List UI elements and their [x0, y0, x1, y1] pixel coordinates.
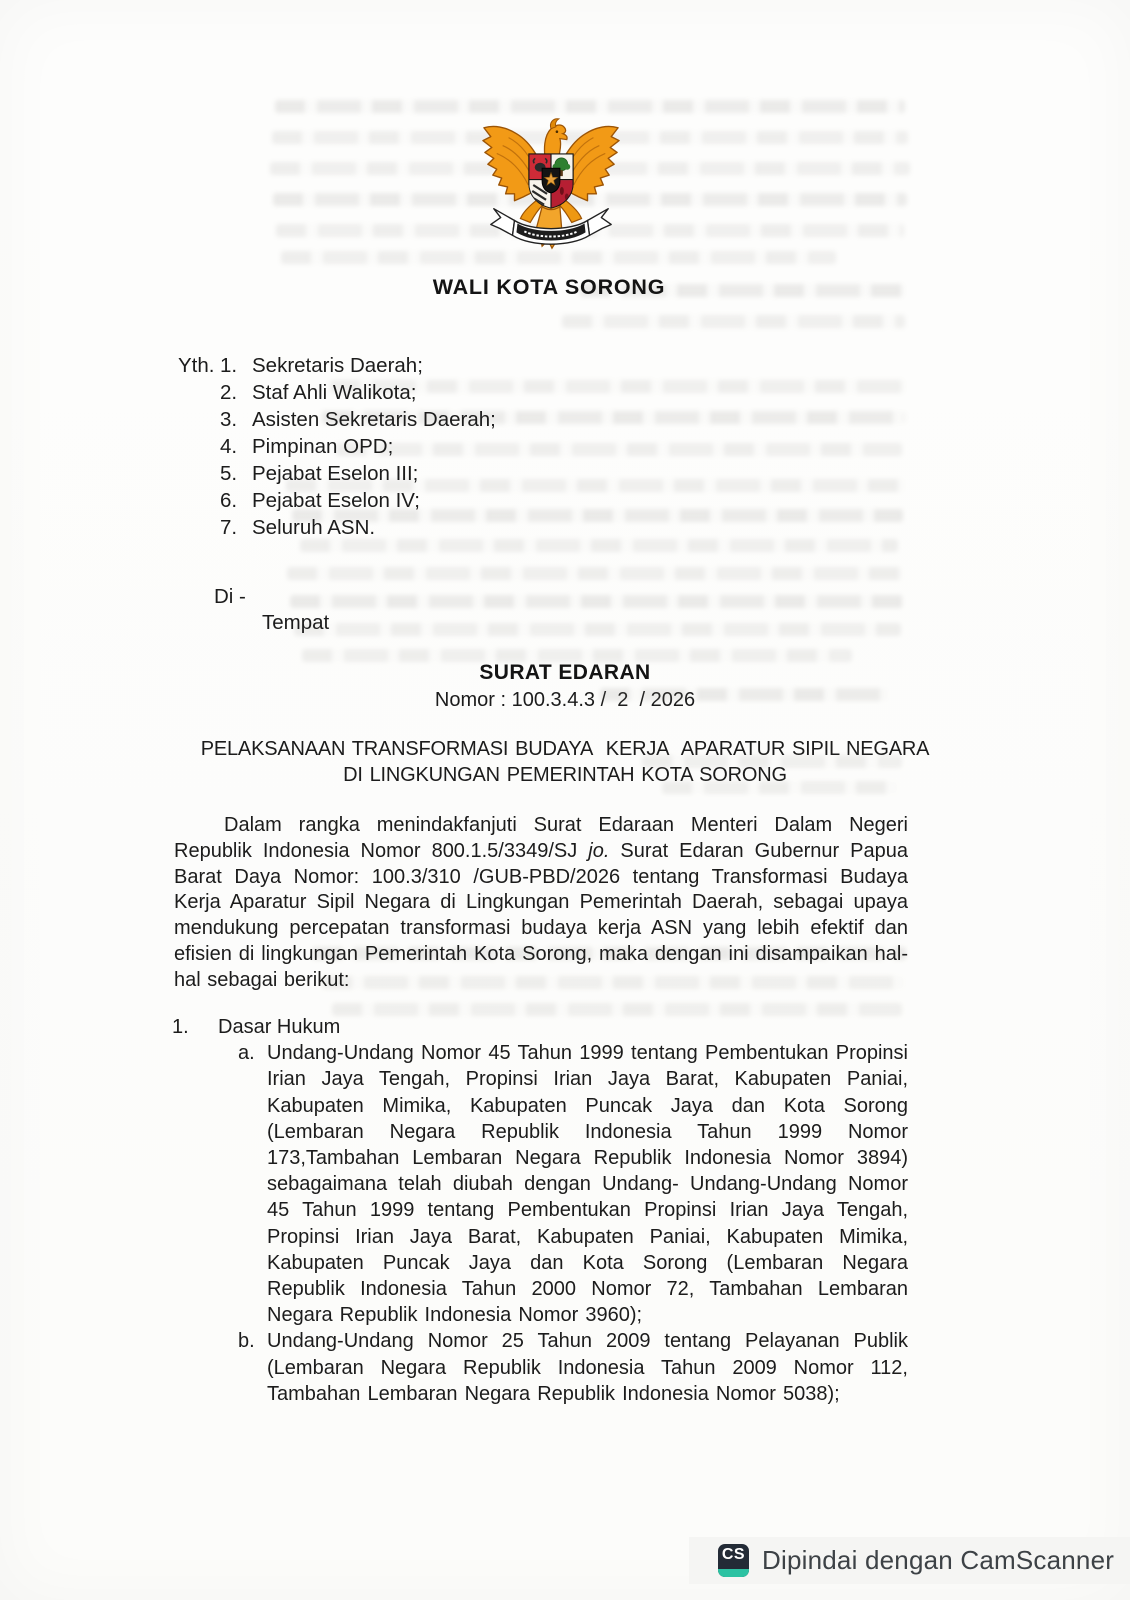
- recipient-number: 3.: [220, 408, 238, 431]
- recipient-label: Pejabat Eselon IV;: [252, 489, 420, 512]
- section-number: 1.: [172, 1016, 189, 1038]
- recipient-label: Pimpinan OPD;: [252, 435, 394, 458]
- recipient-number: 7.: [220, 516, 238, 539]
- bleed-through-line: [562, 315, 905, 328]
- recipient-row: [178, 379, 496, 406]
- address-place: Tempat: [262, 611, 330, 634]
- camscanner-watermark: [689, 1537, 1130, 1584]
- recipient-label: Staf Ahli Walikota;: [252, 381, 417, 404]
- recipient-number: 4.: [220, 435, 238, 458]
- recipient-row: [178, 487, 496, 514]
- bleed-through-line: [275, 100, 905, 113]
- recipient-row: [178, 433, 496, 460]
- recipient-list: [178, 352, 496, 541]
- recipient-row: [178, 460, 496, 487]
- bleed-through-line: [662, 781, 898, 794]
- recipient-row: [178, 514, 496, 541]
- recipient-label: Sekretaris Daerah;: [252, 354, 423, 377]
- garuda-pancasila-emblem: [477, 113, 625, 255]
- bleed-through-line: [600, 688, 888, 701]
- letter-type-heading: SURAT EDARAN: [479, 661, 651, 684]
- recipient-label: Asisten Sekretaris Daerah;: [252, 408, 496, 431]
- item-letter: a.: [238, 1042, 255, 1065]
- recipient-label: Seluruh ASN.: [252, 516, 376, 539]
- camscanner-label: Dipindai dengan CamScanner: [762, 1545, 1115, 1575]
- address-place-prefix: Di -: [214, 585, 246, 608]
- item-letter: b.: [238, 1330, 255, 1353]
- bleed-through-line: [302, 649, 852, 662]
- opening-italic-abbrev: jo.: [588, 839, 610, 862]
- section-dasar-hukum: [172, 1014, 908, 1407]
- letterhead-title: WALI KOTA SORONG: [432, 275, 666, 299]
- item-text: Undang-Undang Nomor 45 Tahun 1999 tentang Pembentukan Propinsi Irian Jaya Tengah, Propinsi Irian Jaya Barat, Kabupaten Paniai, Kabupaten Mimika, Kabupaten Puncak Jaya dan Kota Sorong (Lembaran Negara Republik Indonesia Tahun 1999 Nomor 173,Tambahan Lembaran Negara Republik Indonesia Nomor 3894) sebagaimana telah diubah dengan Undang- Undang-Undang Nomor 45 Tahun 1999 tentang Pembentukan Propinsi Irian Jaya Tengah, Propinsi Irian Jaya Barat, Kabupaten Paniai, Kabupaten Mimika, Kabupaten Puncak Jaya dan Kota Sorong (Lembaran Negara Republik Indonesia Tahun 2000 Nomor 72, Tambahan Lembaran Negara Republik Indonesia Nomor 3960);: [267, 1042, 908, 1327]
- recipient-row: [178, 406, 496, 433]
- recipient-number: 5.: [220, 462, 238, 485]
- recipient-label: Pejabat Eselon III;: [252, 462, 419, 485]
- opening-paragraph: [174, 813, 908, 994]
- section-title: Dasar Hukum: [218, 1016, 341, 1038]
- section-heading: [172, 1014, 908, 1040]
- bleed-through-line: [642, 755, 902, 768]
- subject-line-2: DI LINGKUNGAN PEMERINTAH KOTA SORONG: [343, 763, 787, 786]
- camscanner-icon-accent: [718, 1569, 749, 1577]
- letter-number: Nomor : 100.3.4.3 / 2 / 2026: [434, 689, 696, 711]
- bleed-through-line: [290, 595, 903, 608]
- bleed-through-line: [294, 623, 901, 636]
- recipient-row: [178, 352, 496, 379]
- bleed-through-line: [287, 567, 903, 580]
- recipient-number: 2.: [220, 381, 238, 404]
- camscanner-icon-letters: CS: [721, 1546, 746, 1563]
- item-text: Undang-Undang Nomor 25 Tahun 2009 tentang Pelayanan Publik (Lembaran Negara Republik Indonesia Tahun 2009 Nomor 112, Tambahan Lembaran Negara Republik Indonesia Nomor 5038);: [267, 1330, 908, 1405]
- opening-text: Dalam rangka menindakfanjuti Surat Edaraan Menteri Dalam Negeri Republik Indonesia Nomor 800.1.5/3349/SJ: [174, 814, 908, 862]
- camscanner-icon: [718, 1544, 749, 1577]
- salutation: Yth.: [178, 354, 215, 377]
- subject-line-1: PELAKSANAAN TRANSFORMASI BUDAYA KERJA APARATUR SIPIL NEGARA: [200, 738, 930, 760]
- legal-item-b: [238, 1328, 908, 1407]
- recipient-number: 1.: [220, 354, 238, 377]
- opening-text: Surat Edaran Gubernur Papua Barat Daya Nomor: 100.3/310 /GUB-PBD/2026 tentang Transformasi Budaya Kerja Aparatur Sipil Negara di Lingkungan Pemerintah Daerah, sebagai upaya mendukung percepatan transformasi budaya kerja ASN yang lebih efektif dan efisien di lingkungan Pemerintah Kota Sorong, maka dengan ini disampaikan hal-hal sebagai berikut:: [174, 839, 908, 991]
- recipient-number: 6.: [220, 489, 238, 512]
- legal-item-a: [238, 1040, 908, 1328]
